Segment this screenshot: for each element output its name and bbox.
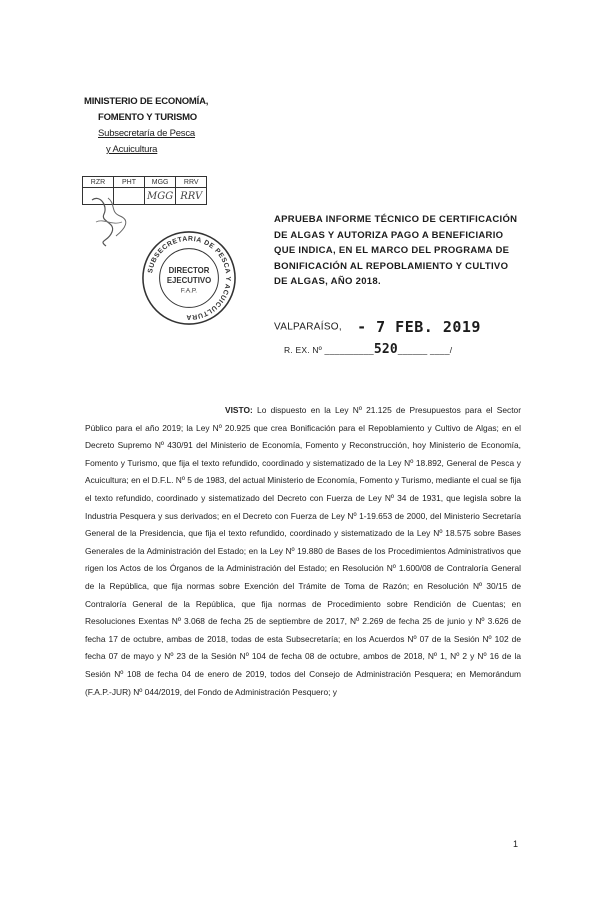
stamp-center-line1: DIRECTOR bbox=[168, 266, 210, 276]
subsecretaria-line1: Subsecretaría de Pesca bbox=[98, 128, 195, 139]
resolution-title bbox=[274, 212, 524, 290]
stamp-ring-text: SUBSECRETARIA DE PESCA Y ACUICULTURA bbox=[147, 235, 232, 321]
stamp-center-line2: EJECUTIVO bbox=[166, 275, 212, 285]
ministry-name-line1: MINISTERIO DE ECONOMÍA, bbox=[84, 96, 209, 107]
resolution-number-line: R. EX. Nº __________520______ ____/ bbox=[284, 342, 453, 357]
place-and-date bbox=[274, 318, 481, 336]
initials-signature-cell: MGG bbox=[145, 188, 176, 205]
resolution-suffix: ____/ bbox=[430, 345, 453, 355]
visto-text: Lo dispuesto en la Ley Nº 21.125 de Presupuestos para el Sector Público para el año 2019; la Ley Nº 20.925 que crea Bonificación para el Repoblamiento y Cultivo de Algas; en el Decreto Supremo Nº 430/91 del Ministerio de Economía, Fomento y Reconstrucción, hoy Ministerio de Economía, Fomento y Turismo, que fija el texto refundido, coordinado y sistematizado de la Ley Nº 18.892, General de Pesca y Acuicultura; en el D.F.L. Nº 5 de 1983, del actual Ministerio de Economía, Fomento y Turismo, mediante el cual se fija el texto refundido, coordinado y sistematizado del Decreto con Fuerza de Ley Nº 34 de 1931, que legisla sobre la Industria Pesquera y sus derivados; en el Decreto con Fuerza de Ley Nº 1-19.653 de 2000, del Ministerio Secretaría General de la Presidencia, que fija el texto refundido, coordinado y sistematizado de la Ley Nº 18.575 sobre Bases Generales de la Administración del Estado; en la Ley Nº 19.880 de Bases de los Procedimientos Administrativos que rigen los Actos de los Órganos de la Administración del Estado; en Resolución Nº 1.600/08 de Contraloría General de la República, que fija normas sobre Exención del Trámite de Toma de Razón; en Resolución Nº 30/15 de Contraloría General de la República, que fija normas de Procedimiento sobre Rendición de Cuentas; en Resoluciones Exentas Nº 3.068 de fecha 25 de septiembre de 2017, Nº 2.269 de fecha 25 de junio y Nº 3.626 de fecha 17 de octubre, ambas de 2018, todas de esta Subsecretaría; en los Acuerdos Nº 07 de la Sesión Nº 102 de fecha 07 de mayo y Nº 23 de la Sesión Nº 104 de fecha 08 de octubre, ambos de 2018, Nº 1, Nº 2 y Nº 16 de la Sesión Nº 108 de fecha 04 de enero de 2019, todos del Consejo de Administración Pesquera; en Memorándum (F.A.P.-JUR) Nº 044/2019, del Fondo de Administración Pesquero; y bbox=[85, 405, 521, 697]
initials-header-cell: PHT bbox=[114, 177, 145, 188]
resolution-prefix: R. EX. Nº bbox=[284, 345, 322, 355]
initials-header-cell: MGG bbox=[145, 177, 176, 188]
date-stamp: - 7 FEB. 2019 bbox=[357, 318, 481, 336]
initials-header-cell: RRV bbox=[176, 177, 207, 188]
resolution-title-text: APRUEBA INFORME TÉCNICO DE CERTIFICACIÓN DE ALGAS Y AUTORIZA PAGO A BENEFICIARIO QUE INDICA, EN EL MARCO DEL PROGRAMA DE BONIFICACIÓN AL REPOBLAMIENTO Y CULTIVO DE ALGAS, AÑO 2018. bbox=[274, 214, 518, 287]
initials-header-cell: RZR bbox=[83, 177, 114, 188]
initials-header-row bbox=[83, 177, 207, 188]
resolution-number: 520 bbox=[373, 342, 398, 357]
initials-signature-cell: RRV bbox=[176, 188, 207, 205]
ministry-name-line2: FOMENTO Y TURISMO bbox=[98, 112, 197, 123]
visto-label: VISTO: bbox=[225, 405, 253, 415]
official-seal-stamp bbox=[140, 229, 238, 327]
ministry-header bbox=[84, 94, 244, 158]
place-name: VALPARAÍSO, bbox=[274, 321, 342, 333]
stamp-center-line3: F.A.P. bbox=[180, 287, 198, 295]
visto-paragraph bbox=[85, 402, 521, 701]
subsecretaria-line2: y Acuicultura bbox=[106, 144, 158, 155]
page-number: 1 bbox=[513, 839, 519, 849]
